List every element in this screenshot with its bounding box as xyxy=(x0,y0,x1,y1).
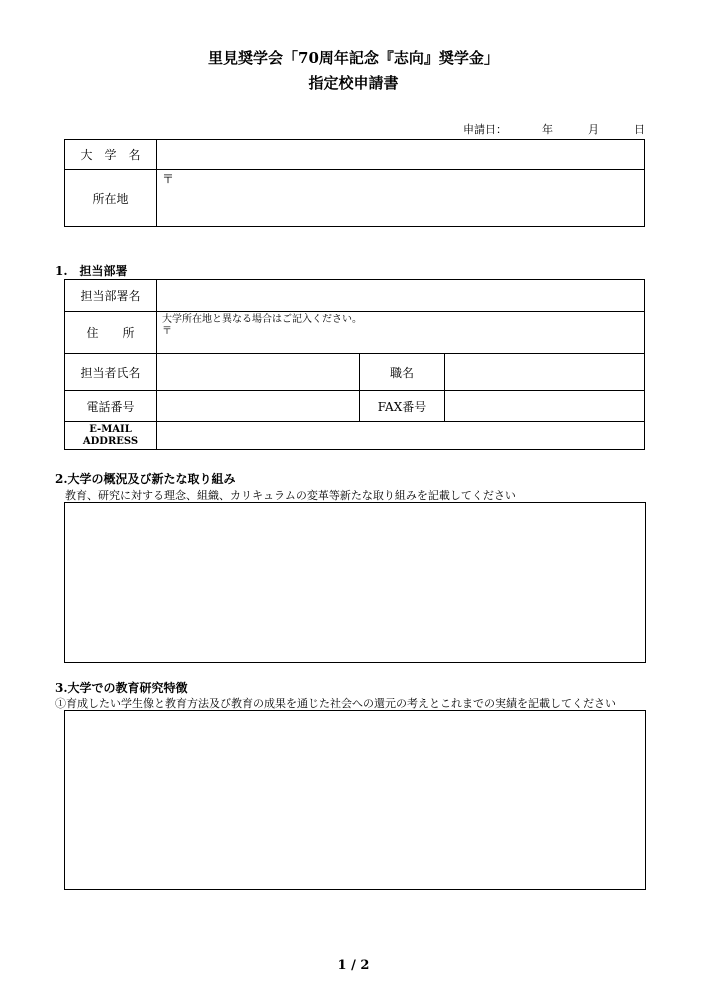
section3-textarea[interactable] xyxy=(64,710,646,890)
section2-heading: 2.大学の概況及び新たな取り組み xyxy=(55,472,236,486)
phone-field[interactable] xyxy=(157,391,360,422)
postal-mark: 〒 xyxy=(162,326,172,337)
job-title-field[interactable] xyxy=(445,354,645,391)
job-title-label: 職名 xyxy=(360,354,445,391)
section2-note: 教育、研究に対する理念、組織、カリキュラムの変革等新たな取り組みを記載してください xyxy=(65,489,516,502)
address-label: 住 所 xyxy=(65,312,157,354)
date-month: 月 xyxy=(588,123,599,136)
email-label-line1: E-MAIL xyxy=(89,423,132,435)
email-field[interactable] xyxy=(157,422,645,450)
location-label: 所在地 xyxy=(65,170,157,227)
document-subtitle: 指定校申請書 xyxy=(308,74,399,92)
dept-name-field[interactable] xyxy=(157,280,645,312)
section3-note: ①育成したい学生像と教育方法及び教育の成果を通じた社会への還元の考えとこれまでの実績を記載してください xyxy=(55,697,616,710)
university-name-field[interactable] xyxy=(157,140,645,170)
document-title: 里見奨学会「70周年記念『志向』奨学金」 xyxy=(208,49,499,67)
university-name-label: 大 学 名 xyxy=(65,140,157,170)
application-date xyxy=(463,121,645,137)
contact-name-field[interactable] xyxy=(157,354,360,391)
dept-name-label: 担当部署名 xyxy=(65,280,157,312)
section3-heading: 3.大学での教育研究特徴 xyxy=(55,681,188,695)
address-note: 大学所在地と異なる場合はご記入ください。 xyxy=(162,314,362,325)
university-table xyxy=(64,139,645,227)
section1-heading: 1. 担当部署 xyxy=(55,264,128,278)
postal-mark: 〒 xyxy=(162,172,175,186)
section2-textarea[interactable] xyxy=(64,502,646,663)
location-field[interactable] xyxy=(157,170,645,227)
fax-label: FAX番号 xyxy=(360,391,445,422)
date-label: 申請日： xyxy=(463,123,507,136)
email-label-line2: ADDRESS xyxy=(82,435,139,447)
email-label xyxy=(65,422,157,450)
page-number: 1 / 2 xyxy=(337,958,370,973)
date-day: 日 xyxy=(634,123,645,136)
date-year: 年 xyxy=(542,123,553,136)
address-field[interactable] xyxy=(157,312,645,354)
phone-label: 電話番号 xyxy=(65,391,157,422)
contact-name-label: 担当者氏名 xyxy=(65,354,157,391)
department-table xyxy=(64,279,645,450)
fax-field[interactable] xyxy=(445,391,645,422)
